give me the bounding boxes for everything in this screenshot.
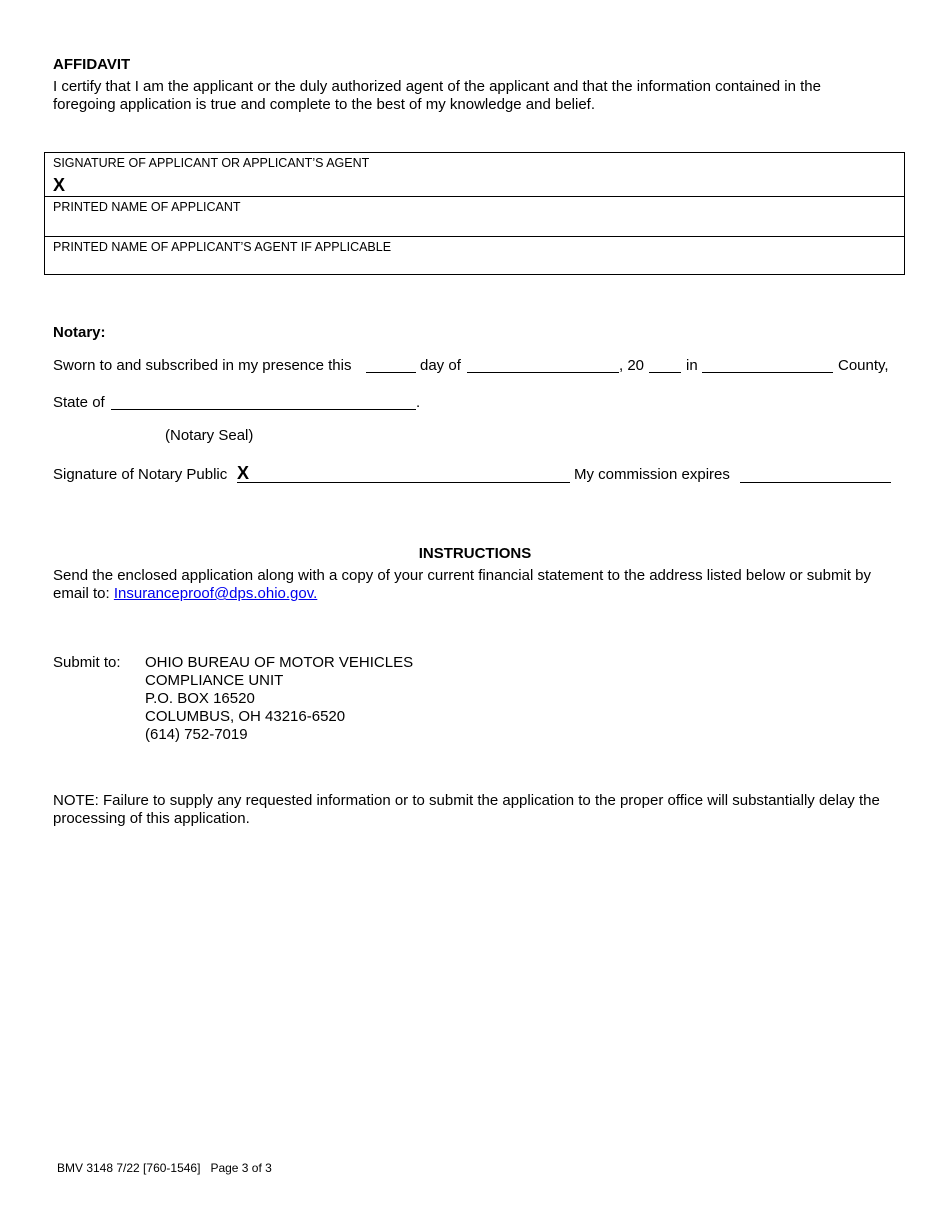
agent-name-field[interactable] bbox=[45, 237, 904, 275]
state-of-text: State of bbox=[53, 394, 105, 411]
address-line: COMPLIANCE UNIT bbox=[145, 672, 284, 689]
state-field[interactable] bbox=[111, 409, 416, 410]
notary-signature-field[interactable] bbox=[237, 482, 570, 483]
address-line: OHIO BUREAU OF MOTOR VEHICLES bbox=[145, 654, 414, 671]
agent-name-label: PRINTED NAME OF APPLICANT’S AGENT IF APPLICABLE bbox=[53, 240, 392, 254]
signature-x-mark: X bbox=[53, 175, 66, 195]
address-line: P.O. BOX 16520 bbox=[145, 690, 255, 707]
notary-seal-text: (Notary Seal) bbox=[165, 427, 254, 444]
month-field[interactable] bbox=[467, 372, 619, 373]
year-prefix-text: , 20 bbox=[619, 357, 645, 374]
submit-address bbox=[145, 654, 413, 744]
county-text: County, bbox=[838, 357, 889, 374]
state-statement bbox=[53, 394, 453, 414]
form-footer: BMV 3148 7/22 [760-1546] Page 3 of 3 bbox=[57, 1161, 272, 1175]
notary-signature-x-mark: X bbox=[237, 463, 250, 483]
address-line: COLUMBUS, OH 43216-6520 bbox=[145, 708, 346, 725]
day-field[interactable] bbox=[366, 372, 416, 373]
commission-expires-field[interactable] bbox=[740, 482, 891, 483]
signature-box bbox=[44, 152, 905, 275]
notary-signature-row bbox=[53, 463, 903, 486]
applicant-signature-label: SIGNATURE OF APPLICANT OR APPLICANT’S AGENT bbox=[53, 156, 370, 170]
in-text: in bbox=[686, 357, 698, 374]
address-line: (614) 752-7019 bbox=[145, 726, 248, 743]
county-field[interactable] bbox=[702, 372, 833, 373]
commission-label: My commission expires bbox=[574, 466, 730, 483]
printed-name-label: PRINTED NAME OF APPLICANT bbox=[53, 200, 241, 214]
affidavit-title: AFFIDAVIT bbox=[53, 56, 131, 73]
affidavit-text: I certify that I am the applicant or the duly authorized agent of the applicant and that the information contained in the foregoing application is true and complete to the best of my knowledge and belief. bbox=[53, 78, 821, 113]
submit-to-label: Submit to: bbox=[53, 654, 121, 671]
state-period: . bbox=[416, 394, 421, 411]
email-link[interactable]: Insuranceproof@dps.ohio.gov. bbox=[113, 585, 318, 602]
sworn-statement bbox=[53, 357, 903, 377]
notary-title: Notary: bbox=[53, 324, 106, 341]
day-of-text: day of bbox=[420, 357, 461, 374]
instructions-body: Send the enclosed application along with a copy of your current financial statement to the address listed below or submit by email to: bbox=[53, 567, 871, 602]
note-text: NOTE: Failure to supply any requested information or to submit the application to the proper office will substantially delay the processing of this application. bbox=[53, 792, 880, 827]
instructions-title: INSTRUCTIONS bbox=[418, 545, 532, 562]
printed-name-field[interactable] bbox=[45, 197, 904, 237]
instructions-text bbox=[53, 567, 893, 603]
applicant-signature-field[interactable] bbox=[45, 153, 904, 197]
sworn-prefix: Sworn to and subscribed in my presence this bbox=[53, 357, 352, 374]
year-field[interactable] bbox=[649, 372, 681, 373]
notary-signature-label: Signature of Notary Public bbox=[53, 466, 228, 483]
